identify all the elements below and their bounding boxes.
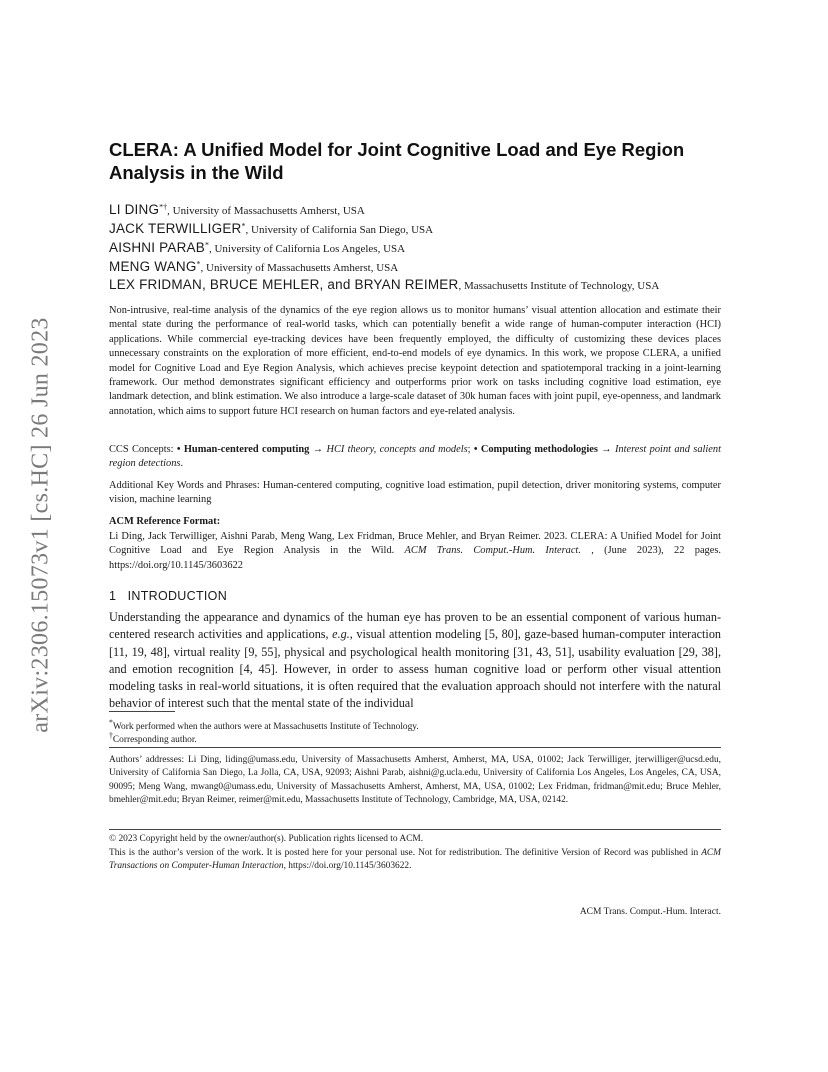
reference-text: Li Ding, Jack Terwilliger, Aishni Parab, Meng Wang, Lex Fridman, Bruce Mehler, and Bryan Reimer. 2023. CLERA: A Unified Model for Joint Cognitive Load and Eye Region Analysis in the Wild. bbox=[109, 531, 721, 557]
authors-addresses: Authors’ addresses: Li Ding, liding@umass.edu, University of Massachusetts Amherst, Amherst, MA, USA, 01002; Jack Terwilliger, jterwilliger@ucsd.edu, University of California San Diego, La Jolla, CA, USA, 92093; Aishni Parab, aishni@g.ucla.edu, University of California Los Angeles, Los Angeles, CA, USA, 90095; Meng Wang, mwang0@umass.edu, University of Massachusetts Amherst, Amherst, MA, USA, 01002; Lex Fridman, fridman@mit.edu; Bruce Mehler, bmehler@mit.edu; Bryan Reimer, reimer@mit.edu, Massachusetts Institute of Technology, Cambridge, MA, USA, 02142. bbox=[109, 755, 721, 806]
reference-format bbox=[109, 530, 721, 573]
author-affiliation: University of California Los Angeles, USA bbox=[214, 243, 406, 255]
section-heading bbox=[109, 589, 227, 603]
intro-paragraph bbox=[109, 609, 721, 713]
ccs-concepts bbox=[109, 443, 721, 472]
reference-journal: ACM Trans. Comput.-Hum. Interact. bbox=[404, 545, 581, 557]
copyright-rule bbox=[109, 829, 721, 830]
reference-format-heading: ACM Reference Format: bbox=[109, 516, 221, 527]
footnote-text: Corresponding author. bbox=[112, 735, 197, 746]
footnote-rule bbox=[109, 711, 175, 712]
version-doi: , https://doi.org/10.1145/3603622. bbox=[283, 861, 412, 872]
footnote-mark: * bbox=[109, 718, 113, 727]
version-text: This is the author’s version of the work. It is posted here for your personal use. Not for redistribution. The definitive Version of Record was published in bbox=[109, 848, 702, 858]
author-affiliation: Massachusetts Institute of Technology, USA bbox=[463, 280, 660, 292]
author-marks: * bbox=[241, 221, 246, 231]
author-affiliation: University of Massachusetts Amherst, USA bbox=[172, 205, 365, 217]
author-marks: * bbox=[204, 240, 209, 250]
address-rule bbox=[109, 747, 721, 748]
running-footer: ACM Trans. Comput.-Hum. Interact. bbox=[579, 907, 721, 917]
ccs-label: CCS Concepts: bbox=[109, 444, 177, 455]
ccs-end: . bbox=[180, 458, 184, 470]
reference-text-end: , (June 2023), 22 pages. https://doi.org/10.1145/3603622 bbox=[109, 545, 722, 571]
section-title: INTRODUCTION bbox=[127, 589, 228, 603]
author-affiliation: University of Massachusetts Amherst, USA bbox=[206, 262, 399, 274]
author-name: MENG WANG bbox=[109, 259, 197, 274]
version-notice bbox=[109, 847, 721, 874]
ccs-concept-1-detail: → HCI theory, concepts and models bbox=[309, 444, 468, 455]
footnote-2 bbox=[109, 729, 721, 748]
ccs-concept-2: • Computing methodologies bbox=[473, 444, 598, 455]
author-name: LI DING bbox=[109, 202, 160, 217]
paper-title: CLERA: A Unified Model for Joint Cognitive Load and Eye Region Analysis in the Wild bbox=[109, 139, 685, 183]
abstract: Non-intrusive, real-time analysis of the dynamics of the eye region allows us to monitor humans’ visual attention allocation and estimate their mental state during the performance of real-world tasks, which can potentially benefit a wide range of human-computer interaction (HCI) applications. While commercial eye-tracking devices have been frequently employed, the difficulty of customizing these devices places unnecessary constraints on the exploration of more efficient, end-to-end models of eye dynamics. In this work, we propose CLERA, a unified model for Cognitive Load and Eye Region Analysis, which achieves precise keypoint detection and spatiotemporal tracking in a joint-learning framework. Our method demonstrates significant efficiency and outperforms prior work on tasks including cognitive load estimation, eye landmark detection, and blink estimation. We also introduce a large-scale dataset of 30k human faces with joint pupil, eye-openness, and landmark annotation, which aims to support future HCI research on human factors and eye-related analysis. bbox=[109, 305, 721, 417]
arxiv-identifier-text: arXiv:2306.15073v1 [cs.HC] 26 Jun 2023 bbox=[27, 317, 54, 733]
intro-eg: e.g. bbox=[332, 627, 350, 642]
author-line: AISHNI PARAB*, University of California Los Angeles, USA bbox=[109, 240, 406, 255]
ccs-concept-2-detail: → Interest point and salient region detections bbox=[109, 444, 721, 470]
footnote-text: Work performed when the authors were at Massachusetts Institute of Technology. bbox=[112, 722, 419, 733]
author-line: JACK TERWILLIGER*, University of California San Diego, USA bbox=[109, 221, 434, 236]
author-marks: *† bbox=[159, 202, 168, 212]
author-affiliation: University of California San Diego, USA bbox=[251, 224, 434, 236]
intro-text-cont: , visual attention modeling [5, 80], gaze-based human-computer interaction [11, 19, 48], virtual reality [9, 55], physical and psychological health monitoring [31, 43, 51], usability evaluation [29, 38], and emotion recognition [4, 45]. However, in order to assess human cognitive load or perform other visual attention modeling tasks in real-world situations, it is often required that the evaluation approach should not interfere with the natural behavior of interest such that the mental state of the individual bbox=[109, 627, 722, 711]
copyright-notice: © 2023 Copyright held by the owner/author(s). Publication rights licensed to ACM. bbox=[109, 834, 424, 844]
author-marks: * bbox=[196, 259, 201, 269]
keywords: Additional Key Words and Phrases: Human-centered computing, cognitive load estimation, pupil detection, driver monitoring systems, computer vision, machine learning bbox=[109, 480, 721, 506]
ccs-concept-1: • Human-centered computing bbox=[176, 444, 310, 455]
author-name: LEX FRIDMAN, BRUCE MEHLER, and BRYAN REIMER bbox=[109, 277, 459, 292]
section-number: 1 bbox=[109, 589, 117, 603]
version-journal: ACM Transactions on Computer-Human Interaction bbox=[109, 848, 721, 872]
author-name: JACK TERWILLIGER bbox=[109, 221, 242, 236]
ccs-separator: ; bbox=[467, 444, 474, 455]
footnote-mark: † bbox=[109, 731, 113, 740]
intro-text: Understanding the appearance and dynamics of the human eye has proven to be an essential component of various human-centered research activities and applications, bbox=[109, 610, 721, 642]
author-line: MENG WANG*, University of Massachusetts Amherst, USA bbox=[109, 259, 399, 274]
author-line: LI DING*†, University of Massachusetts Amherst, USA bbox=[109, 202, 365, 217]
author-line: LEX FRIDMAN, BRUCE MEHLER, and BRYAN REIMER, Massachusetts Institute of Technology, USA bbox=[109, 277, 660, 292]
arxiv-identifier bbox=[22, 290, 60, 760]
author-name: AISHNI PARAB bbox=[109, 240, 205, 255]
